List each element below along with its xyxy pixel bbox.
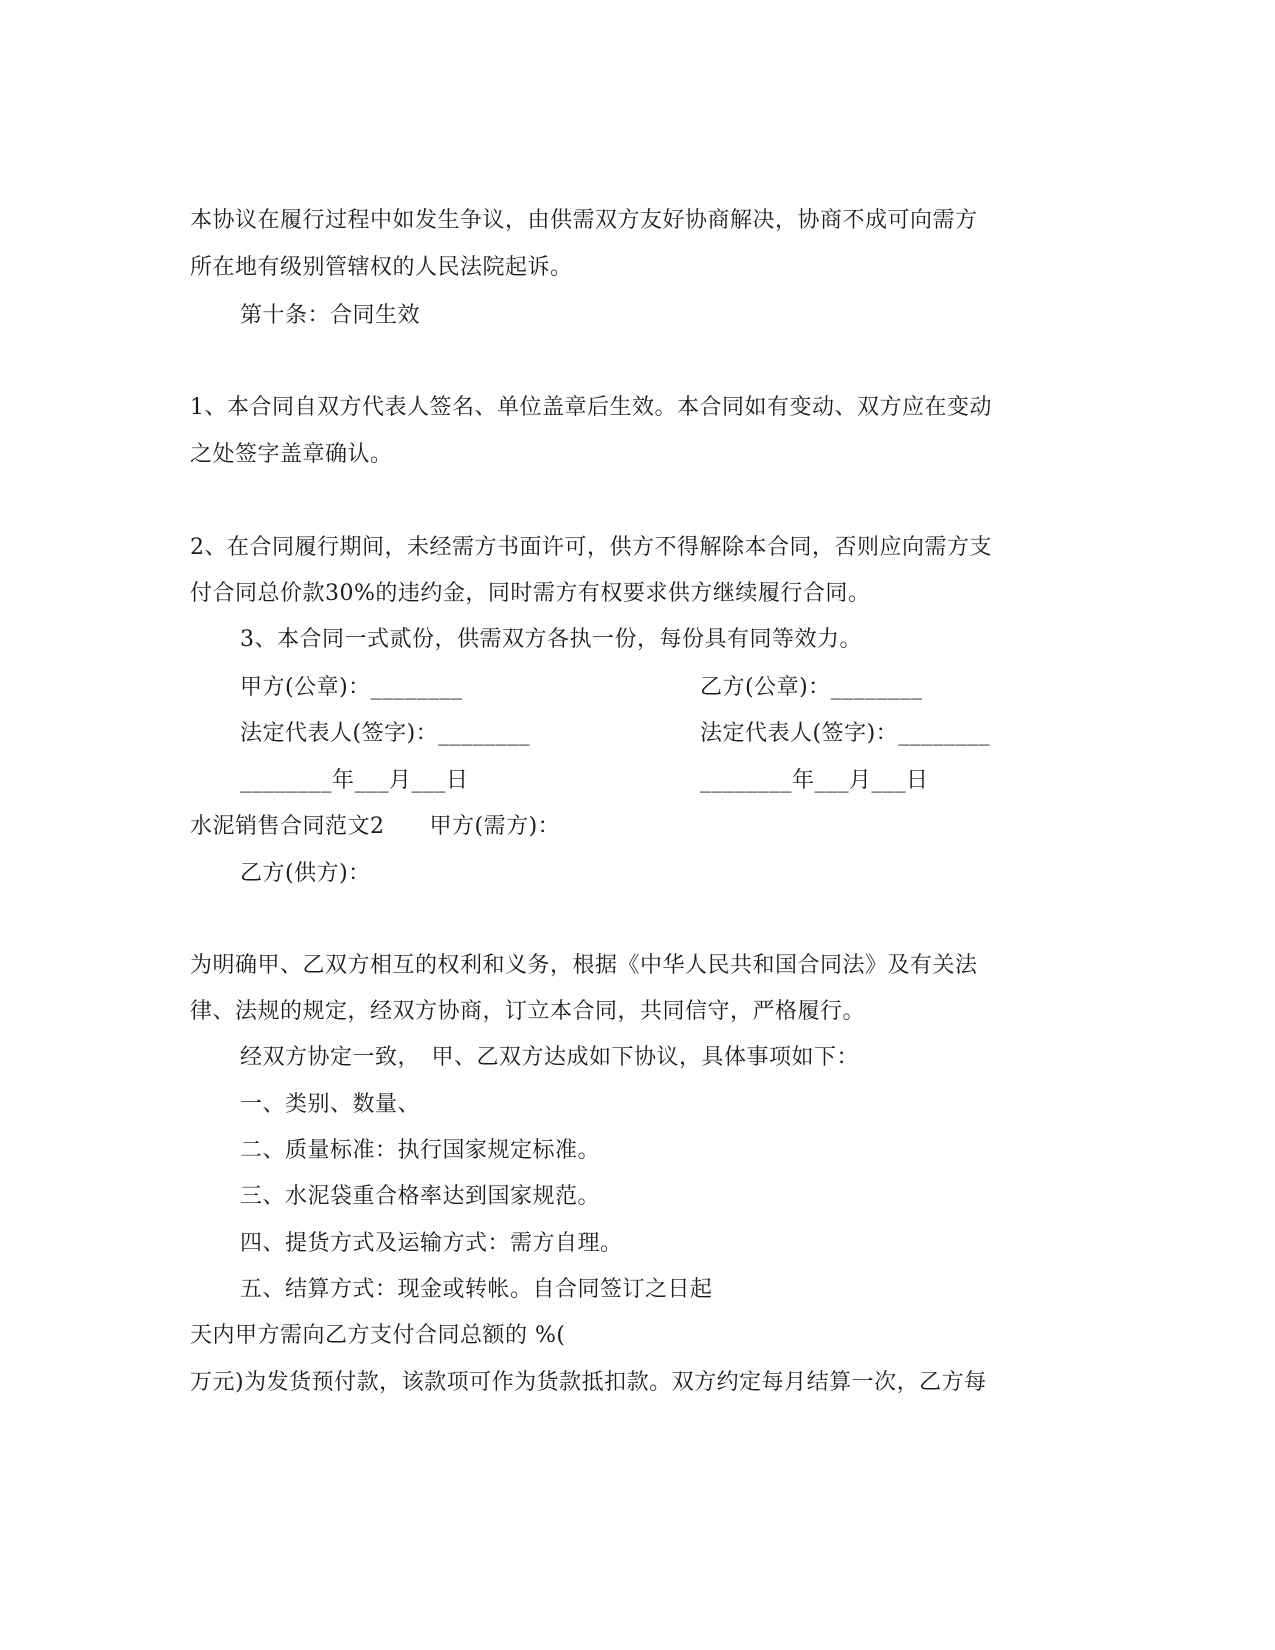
clause-1: 一、类别、数量、 [240,1092,421,1117]
contract-2-party-b: 乙方(供方)： [240,861,371,886]
dispute-paragraph-line-2: 所在地有级别管辖权的人民法院起诉。 [190,255,573,280]
agreement-line: 经双方协定一致， 甲、乙双方达成如下协议，具体事项如下： [240,1045,860,1070]
dispute-paragraph-line-1: 本协议在履行过程中如发生争议，由供需双方友好协商解决，协商不成可向需方 [190,208,978,233]
party-a-representative: 法定代表人(签字)：________ [240,721,531,746]
party-b-date: ________年___月___日 [700,768,929,793]
payment-line-1: 天内甲方需向乙方支付合同总额的 %( [190,1323,566,1348]
item-2-line-2: 付合同总价款30%的违约金，同时需方有权要求供方继续履行合同。 [190,581,871,606]
party-b-seal: 乙方(公章)：________ [700,675,923,700]
payment-line-2: 万元)为发货预付款，该款项可作为货款抵扣款。双方约定每月结算一次，乙方每 [190,1370,987,1395]
clause-5: 五、结算方式：现金或转帐。自合同签订之日起 [240,1277,713,1302]
party-a-seal: 甲方(公章)：________ [240,675,463,700]
party-b-representative: 法定代表人(签字)：________ [700,721,991,746]
contract-2-intro-line-2: 律、法规的规定，经双方协商，订立本合同，共同信守，严格履行。 [190,999,866,1024]
contract-2-heading: 水泥销售合同范文2 甲方(需方)： [190,814,561,839]
clause-4: 四、提货方式及运输方式：需方自理。 [240,1231,623,1256]
item-1-line-1: 1、本合同自双方代表人签名、单位盖章后生效。本合同如有变动、双方应在变动 [190,395,992,420]
item-2-line-1: 2、在合同履行期间，未经需方书面许可，供方不得解除本合同，否则应向需方支 [190,535,992,560]
item-3: 3、本合同一式贰份，供需双方各执一份，每份具有同等效力。 [240,627,862,652]
clause-2: 二、质量标准：执行国家规定标准。 [240,1138,601,1163]
contract-2-intro-line-1: 为明确甲、乙双方相互的权利和义务，根据《中华人民共和国合同法》及有关法 [190,953,978,978]
item-1-line-2: 之处签字盖章确认。 [190,442,393,467]
article-10-title: 第十条：合同生效 [240,303,421,328]
clause-3: 三、水泥袋重合格率达到国家规范。 [240,1184,601,1209]
party-a-date: ________年___月___日 [240,768,469,793]
